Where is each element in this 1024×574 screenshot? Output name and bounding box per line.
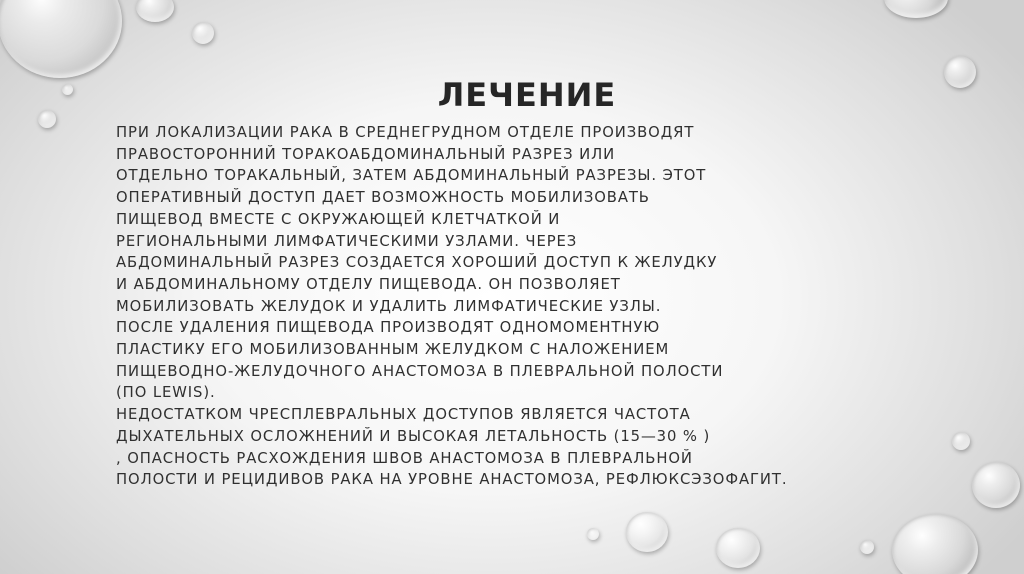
body-line: ПОСЛЕ УДАЛЕНИЯ ПИЩЕВОДА ПРОИЗВОДЯТ ОДНОМОМЕНТНУЮ (116, 319, 661, 337)
body-line: ОПЕРАТИВНЫЙ ДОСТУП ДАЕТ ВОЗМОЖНОСТЬ МОБИЛИЗОВАТЬ (116, 189, 650, 207)
body-line: , ОПАСНОСТЬ РАСХОЖДЕНИЯ ШВОВ АНАСТОМОЗА В ПЛЕВРАЛЬНОЙ (116, 449, 693, 467)
body-line: ПОЛОСТИ И РЕЦИДИВОВ РАКА НА УРОВНЕ АНАСТОМОЗА, РЕФЛЮКСЭЗОФАГИТ. (116, 471, 788, 489)
body-line: (ПО LEWIS). (116, 384, 216, 402)
water-drop-decoration (0, 0, 122, 78)
water-drop-decoration (587, 528, 599, 540)
water-drop-decoration (626, 512, 668, 552)
slide-body-text (116, 122, 788, 491)
body-line: ДЫХАТЕЛЬНЫХ ОСЛОЖНЕНИЙ И ВЫСОКАЯ ЛЕТАЛЬНОСТЬ (15—30 % ) (116, 427, 711, 445)
body-line: ПРИ ЛОКАЛИЗАЦИИ РАКА В СРЕДНЕГРУДНОМ ОТДЕЛЕ ПРОИЗВОДЯТ (116, 124, 695, 141)
body-line: ПРАВОСТОРОННИЙ ТОРАКОАБДОМИНАЛЬНЫЙ РАЗРЕЗ ИЛИ (116, 145, 616, 163)
water-drop-decoration (860, 540, 874, 554)
slide-title: ЛЕЧЕНИЕ (437, 76, 617, 114)
water-drop-decoration (192, 22, 214, 44)
water-drop-decoration (972, 462, 1020, 508)
body-line: ОТДЕЛЬНО ТОРАКАЛЬНЫЙ, ЗАТЕМ АБДОМИНАЛЬНЫЙ РАЗРЕЗЫ. ЭТОТ (116, 167, 707, 185)
water-drop-decoration (892, 514, 978, 574)
body-line: АБДОМИНАЛЬНЫЙ РАЗРЕЗ СОЗДАЕТСЯ ХОРОШИЙ ДОСТУП К ЖЕЛУДКУ (116, 254, 718, 272)
water-drop-decoration (952, 432, 970, 450)
water-drop-decoration (136, 0, 174, 22)
body-line: ПЛАСТИКУ ЕГО МОБИЛИЗОВАННЫМ ЖЕЛУДКОМ С НАЛОЖЕНИЕМ (116, 341, 670, 359)
body-line: ПИЩЕВОД ВМЕСТЕ С ОКРУЖАЮЩЕЙ КЛЕТЧАТКОЙ И (116, 210, 561, 228)
body-line: НЕДОСТАТКОМ ЧРЕСПЛЕВРАЛЬНЫХ ДОСТУПОВ ЯВЛЯЕТСЯ ЧАСТОТА (116, 406, 691, 424)
water-drop-decoration (884, 0, 948, 18)
water-drop-decoration (716, 528, 760, 568)
body-line: И АБДОМИНАЛЬНОМУ ОТДЕЛУ ПИЩЕВОДА. ОН ПОЗВОЛЯЕТ (116, 275, 621, 293)
body-line: РЕГИОНАЛЬНЫМИ ЛИМФАТИЧЕСКИМИ УЗЛАМИ. ЧЕРЕЗ (116, 232, 578, 250)
body-line: ПИЩЕВОДНО-ЖЕЛУДОЧНОГО АНАСТОМОЗА В ПЛЕВРАЛЬНОЙ ПОЛОСТИ (116, 362, 724, 380)
body-line: МОБИЛИЗОВАТЬ ЖЕЛУДОК И УДАЛИТЬ ЛИМФАТИЧЕСКИЕ УЗЛЫ. (116, 297, 662, 315)
